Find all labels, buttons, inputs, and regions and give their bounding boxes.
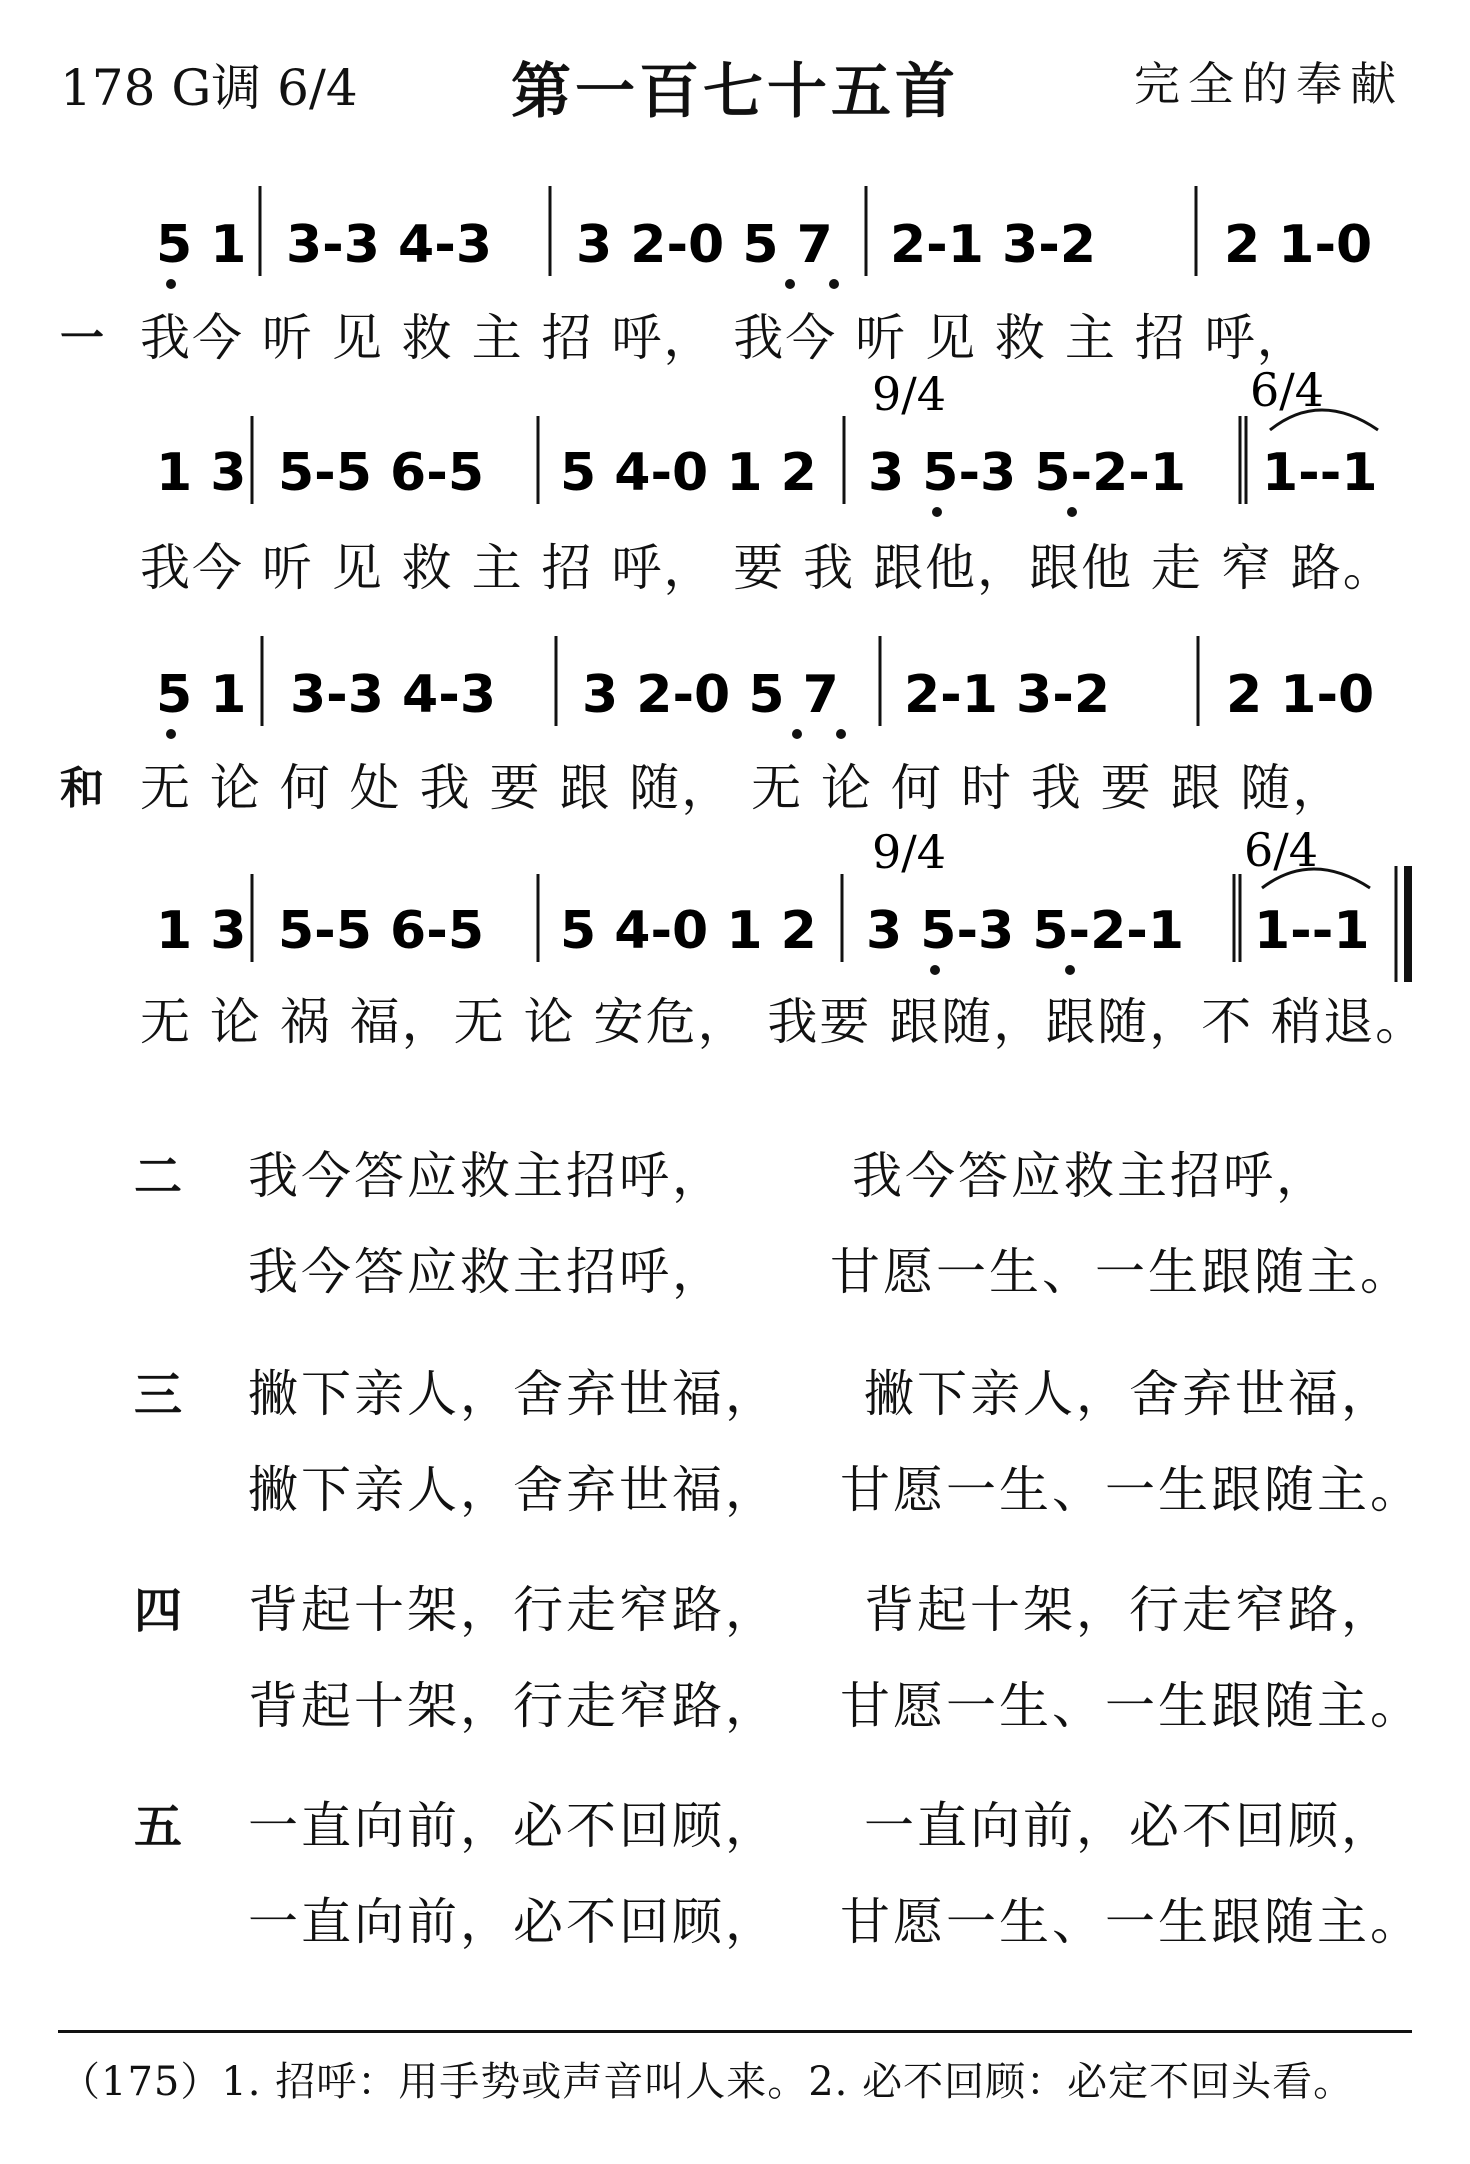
measure-1-4: 2-1 3-2: [890, 215, 1096, 275]
measure-3-2: 3-3 4-3: [290, 665, 496, 725]
system-2-lyrics: 我今 听 见 救 主 招 呼， 要 我 跟他，跟他 走 窄 路。: [140, 539, 1395, 597]
hymn-info: 178 G调 6/4: [60, 59, 358, 117]
measure-1-2: 3-3 4-3: [286, 215, 492, 275]
verse-4-line-2b: 甘愿一生、一生跟随主。: [840, 1677, 1423, 1735]
system-3-lyrics: 无 论 何 处 我 要 跟 随， 无 论 何 时 我 要 跟 随，: [140, 759, 1345, 817]
measure-4-1: 1 3: [156, 901, 247, 961]
system-4-notes: [156, 901, 1370, 961]
verse-4-line-1a: 背起十架，行走窄路，: [248, 1581, 778, 1639]
measure-3-5: 2 1-0: [1226, 665, 1375, 725]
meter-change-6-4: 6/4: [1244, 823, 1319, 877]
measure-3-3: 3 2-0 5 7: [582, 665, 839, 725]
system-4-octave-dots: [930, 965, 1075, 975]
verse-3-line-2a: 撇下亲人，舍弃世福，: [248, 1461, 778, 1519]
page-title: 第一百七十五首: [511, 57, 959, 127]
system-1-octave-dots: [166, 279, 839, 289]
system-1-lyrics: 我今 听 见 救 主 招 呼， 我今 听 见 救 主 招 呼，: [140, 309, 1309, 367]
verse-3-line-1a: 撇下亲人，舍弃世福，: [248, 1365, 778, 1423]
measure-1-5: 2 1-0: [1224, 215, 1373, 275]
verse-5-line-1b: 一直向前，必不回顾，: [864, 1797, 1394, 1855]
system-1-notes: [156, 215, 1372, 275]
verse-3-number: 三: [134, 1367, 183, 1423]
verse-2-line-2b: 甘愿一生、一生跟随主。: [830, 1243, 1413, 1301]
verse-2-line-1b: 我今答应救主招呼，: [852, 1147, 1329, 1205]
verse-5-line-2b: 甘愿一生、一生跟随主。: [840, 1893, 1423, 1951]
system-3-label: 和: [60, 763, 104, 814]
verse-2-line-1a: 我今答应救主招呼，: [248, 1147, 725, 1205]
verse-4-line-1b: 背起十架，行走窄路，: [864, 1581, 1394, 1639]
measure-3-1: 5 1: [156, 665, 247, 725]
verse-2-line-2a: 我今答应救主招呼，: [248, 1243, 725, 1301]
verse-3-line-1b: 撇下亲人，舍弃世福，: [864, 1365, 1394, 1423]
verse-4-line-2a: 背起十架，行走窄路，: [248, 1677, 778, 1735]
measure-2-3: 5 4-0 1 2: [560, 443, 817, 503]
measure-1-1: 5 1: [156, 215, 247, 275]
verse-5-line-2a: 一直向前，必不回顾，: [248, 1893, 778, 1951]
verse-5-line-1a: 一直向前，必不回顾，: [248, 1797, 778, 1855]
footnote: （175）1. 招呼：用手势或声音叫人来。2. 必不回顾：必定不回头看。: [60, 2059, 1355, 2105]
meter-change-9-4: 9/4: [872, 825, 947, 879]
measure-2-4: 3 5-3 5-2-1: [868, 443, 1187, 503]
meter-change-6-4: 6/4: [1250, 363, 1325, 417]
system-2-octave-dots: [932, 507, 1077, 517]
measure-4-5: 1--1: [1254, 901, 1370, 961]
measure-2-2: 5-5 6-5: [278, 443, 484, 503]
verse-5-number: 五: [134, 1799, 183, 1855]
system-3-octave-dots: [166, 729, 846, 739]
measure-2-5: 1--1: [1262, 443, 1378, 503]
verse-4-number: 四: [134, 1583, 183, 1639]
system-2-notes: [156, 443, 1378, 503]
verse-2-number: 二: [134, 1149, 183, 1205]
hymn-subtitle: 完全的奉献: [1134, 57, 1404, 111]
measure-1-3: 3 2-0 5 7: [576, 215, 833, 275]
system-2-meters: [872, 363, 1324, 421]
final-double-barline: [1396, 866, 1408, 982]
system-1-label: 一: [60, 313, 104, 364]
system-3-notes: [156, 665, 1374, 725]
meter-change-9-4: 9/4: [872, 367, 947, 421]
system-4-meters: [872, 823, 1318, 879]
verse-3-line-2b: 甘愿一生、一生跟随主。: [840, 1461, 1423, 1519]
footnote-divider: [58, 2030, 1412, 2033]
measure-3-4: 2-1 3-2: [904, 665, 1110, 725]
measure-4-4: 3 5-3 5-2-1: [866, 901, 1185, 961]
measure-2-1: 1 3: [156, 443, 247, 503]
measure-4-3: 5 4-0 1 2: [560, 901, 817, 961]
measure-4-2: 5-5 6-5: [278, 901, 484, 961]
system-4-lyrics: 无 论 祸 福，无 论 安危， 我要 跟随，跟随，不 稍退。: [140, 993, 1428, 1051]
